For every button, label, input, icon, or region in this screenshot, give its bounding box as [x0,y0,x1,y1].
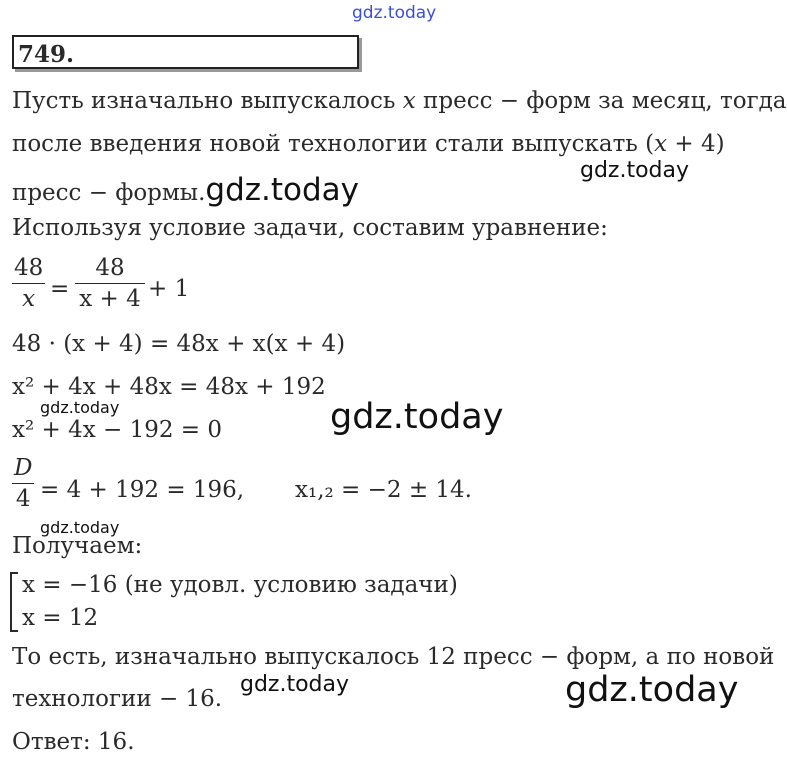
watermark-small-left-2: gdz.today [40,518,120,537]
fraction-48-over-x [12,255,45,312]
plus-one: + 1 [148,276,190,302]
line2-variable: x [654,131,668,157]
conclusion-line-2: технологии − 16. [12,686,223,712]
watermark-small-left-1: gdz.today [40,398,120,417]
disc-numerator: D [14,455,33,481]
system-bracket [10,572,18,632]
fraction2-bar [75,283,145,284]
intro-variable: x [402,88,416,114]
problem-number-box [12,35,359,69]
equation-4: x² + 4x − 192 = 0 [12,417,223,443]
fraction-48-over-x-plus-4 [75,255,145,312]
root-1: x = −16 (не удовл. условию задачи) [22,572,458,598]
fraction1-numerator: 48 [14,255,44,281]
answer: Ответ: 16. [12,729,135,755]
line2-text-a: после введения новой технологии стали выпускать ( [12,131,655,157]
problem-number: 749. [18,41,75,68]
intro-text-b: пресс − форм за месяц, тогда [415,88,787,114]
intro-line-1 [12,90,787,113]
fraction1-denominator: x [22,286,36,312]
fraction1-bar [12,283,45,284]
watermark-inline: gdz.today [205,172,360,208]
conclusion-line-1: То есть, изначально выпускалось 12 пресс − форм, а по новой [12,644,775,670]
fraction2-numerator: 48 [95,255,125,281]
roots-formula: x₁,₂ = −2 ± 14. [295,477,472,503]
equation-3: x² + 4x + 48x = 48x + 192 [12,374,326,400]
discriminant-value: = 4 + 192 = 196, [40,477,245,503]
disc-bar [12,483,34,484]
intro-line-3 [12,172,360,208]
watermark-top: gdz.today [352,3,437,23]
line3-text: пресс − формы. [12,180,206,206]
line2-text-b: + 4) [667,131,725,157]
receive-label: Получаем: [12,533,143,559]
fraction-d-over-4 [12,455,34,512]
watermark-bottom-right: gdz.today [565,670,739,710]
intro-line-2 [12,133,725,156]
equation-intro: Используя условие задачи, составим уравнение: [12,215,608,241]
disc-denominator: 4 [15,486,31,512]
root-2: x = 12 [22,605,99,631]
watermark-mid-right: gdz.today [580,158,690,183]
equals-sign: = [50,276,70,302]
fraction2-denominator: x + 4 [79,286,141,312]
watermark-bottom-center: gdz.today [240,672,350,697]
watermark-large-center: gdz.today [330,397,504,437]
intro-text-a: Пусть изначально выпускалось [12,88,403,114]
equation-2: 48 · (x + 4) = 48x + x(x + 4) [12,331,346,357]
